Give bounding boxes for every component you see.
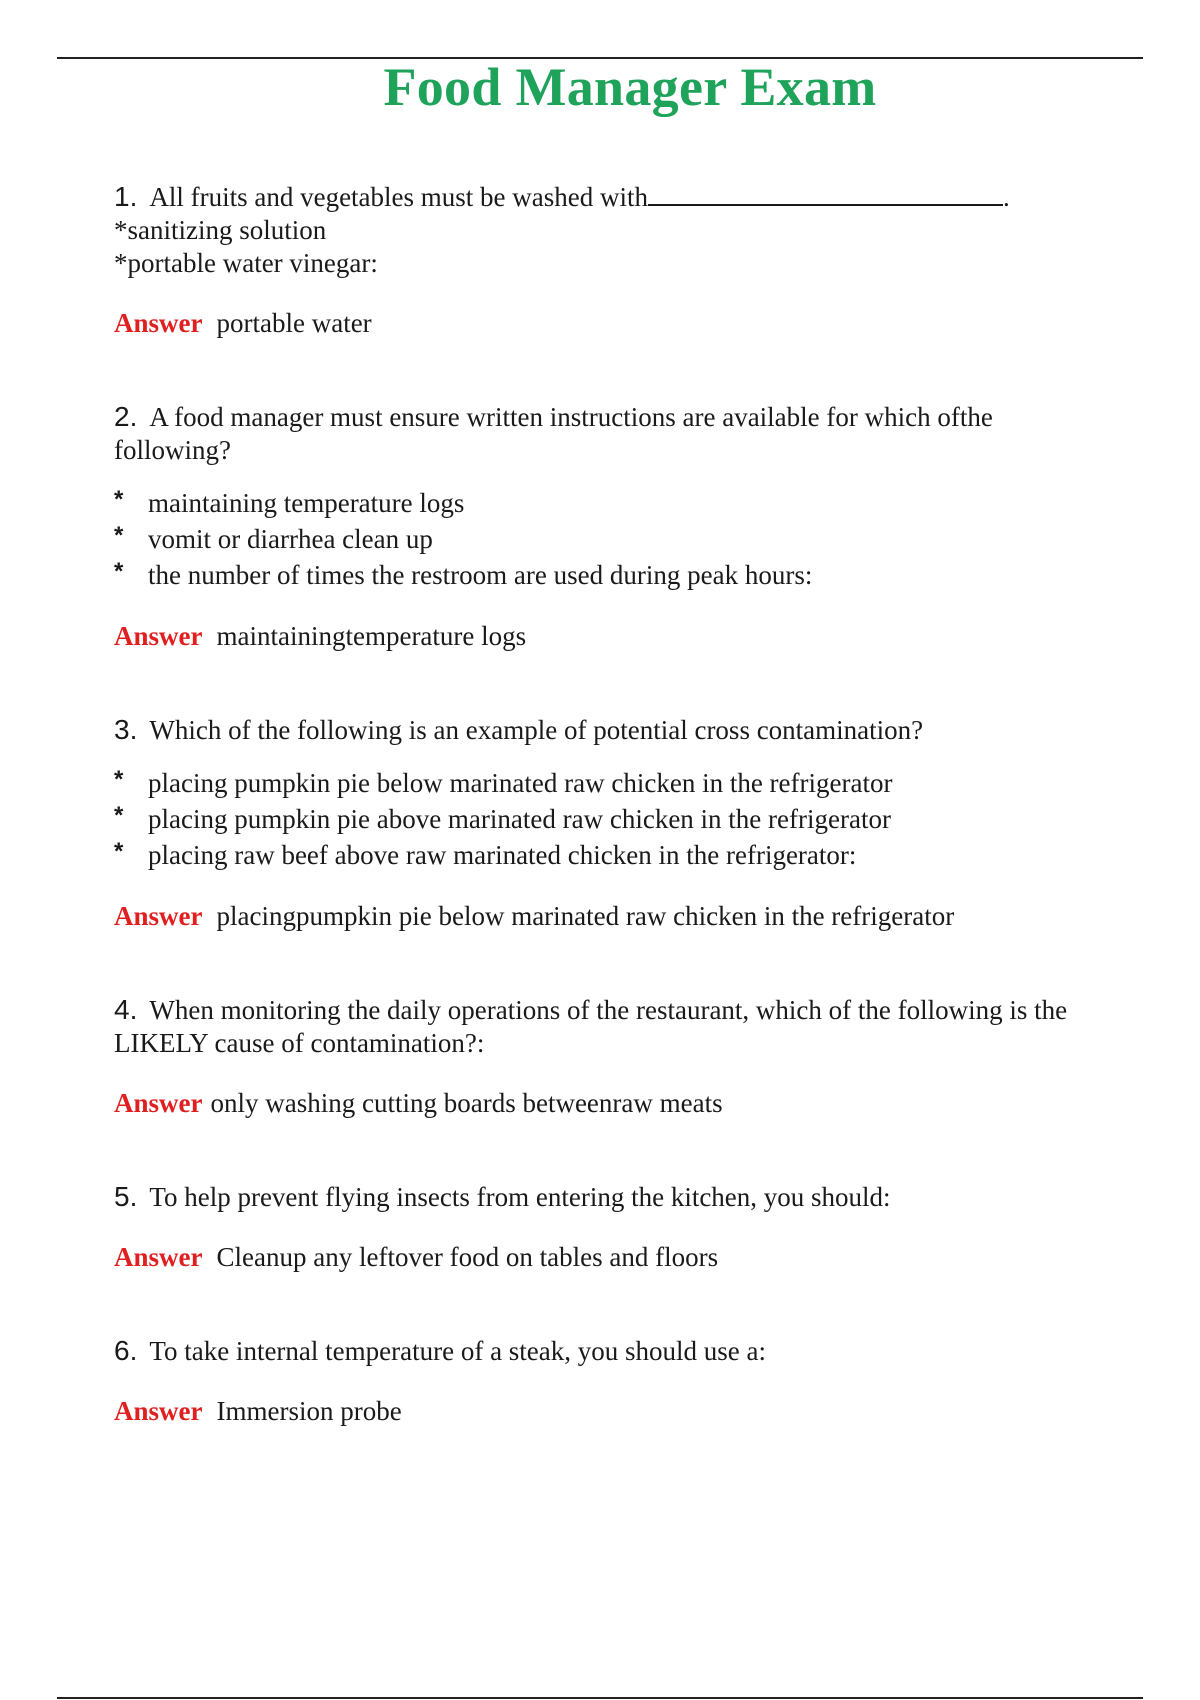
answer-label: Answer — [114, 901, 203, 931]
option-list — [114, 485, 1114, 593]
question-text: Which of the following is an example of potential cross contamination? — [149, 715, 924, 745]
bullet-star-icon: * — [114, 802, 124, 829]
option-text: placing pumpkin pie above marinated raw chicken in the refrigerator — [148, 804, 891, 834]
question-text: When monitoring the daily operations of the restaurant, which of the following is the LIKELY cause of contamination?: — [114, 995, 1068, 1058]
answer-line — [114, 900, 1114, 933]
option-text: *portable water vinegar: — [114, 248, 378, 278]
option-item — [114, 557, 1114, 593]
answer-label: Answer — [114, 621, 203, 651]
option-text: placing pumpkin pie below marinated raw chicken in the refrigerator — [148, 768, 893, 798]
bullet-star-icon: * — [114, 486, 124, 513]
question-4 — [114, 993, 1114, 1120]
question-number: 2. — [114, 401, 138, 432]
option-item — [114, 801, 1114, 837]
answer-line — [114, 1241, 1114, 1274]
question-number: 5. — [114, 1181, 138, 1212]
answer-label: Answer — [114, 1242, 203, 1272]
answer-text: portable water — [216, 308, 372, 338]
question-2-text-line — [114, 400, 1114, 467]
question-5 — [114, 1180, 1114, 1274]
answer-text: placingpumpkin pie below marinated raw chicken in the refrigerator — [216, 901, 955, 931]
bottom-rule — [57, 1697, 1143, 1699]
option-item — [114, 521, 1114, 557]
option-text: placing raw beef above raw marinated chicken in the refrigerator: — [148, 840, 857, 870]
question-text: To take internal temperature of a steak, you should use a: — [149, 1336, 767, 1366]
question-number: 1. — [114, 181, 138, 212]
page-title: Food Manager Exam — [383, 57, 877, 117]
question-text: All fruits and vegetables must be washed with — [149, 182, 649, 212]
question-text: A food manager must ensure written instructions are available for which ofthe following? — [114, 402, 993, 465]
answer-text: Cleanup any leftover food on tables and floors — [216, 1242, 719, 1272]
question-3 — [114, 713, 1114, 933]
answer-blank — [648, 180, 1003, 206]
option-item — [114, 485, 1114, 521]
answer-line — [114, 620, 1114, 653]
answer-label: Answer — [114, 1088, 203, 1118]
bullet-star-icon: * — [114, 838, 124, 865]
question-4-text-line — [114, 993, 1114, 1060]
question-number: 6. — [114, 1335, 138, 1366]
option-list — [114, 765, 1114, 873]
bullet-star-icon: * — [114, 522, 124, 549]
answer-label: Answer — [114, 308, 203, 338]
exam-content — [114, 180, 1114, 1428]
option-text: *sanitizing solution — [114, 215, 327, 245]
question-number: 4. — [114, 994, 138, 1025]
question-6-text-line — [114, 1334, 1114, 1368]
option-item — [114, 765, 1114, 801]
option-item — [114, 837, 1114, 873]
answer-line — [114, 307, 1114, 340]
answer-text: maintainingtemperature logs — [216, 621, 527, 651]
option-text: vomit or diarrhea clean up — [148, 524, 433, 554]
answer-text: Immersion probe — [216, 1396, 402, 1426]
blank-period: . — [1003, 182, 1010, 212]
answer-label: Answer — [114, 1396, 203, 1426]
question-1 — [114, 180, 1114, 340]
answer-line — [114, 1087, 1114, 1120]
question-2 — [114, 400, 1114, 653]
question-5-text-line — [114, 1180, 1114, 1214]
answer-text: only washing cutting boards betweenraw meats — [210, 1088, 723, 1118]
option-text: maintaining temperature logs — [148, 488, 465, 518]
question-6 — [114, 1334, 1114, 1428]
question-text: To help prevent flying insects from entering the kitchen, you should: — [149, 1182, 891, 1212]
question-number: 3. — [114, 714, 138, 745]
question-3-text-line — [114, 713, 1114, 747]
bullet-star-icon: * — [114, 766, 124, 793]
option-text: the number of times the restroom are used during peak hours: — [148, 560, 813, 590]
bullet-star-icon: * — [114, 558, 124, 585]
question-1-text-line — [114, 180, 1114, 214]
answer-line — [114, 1395, 1114, 1428]
